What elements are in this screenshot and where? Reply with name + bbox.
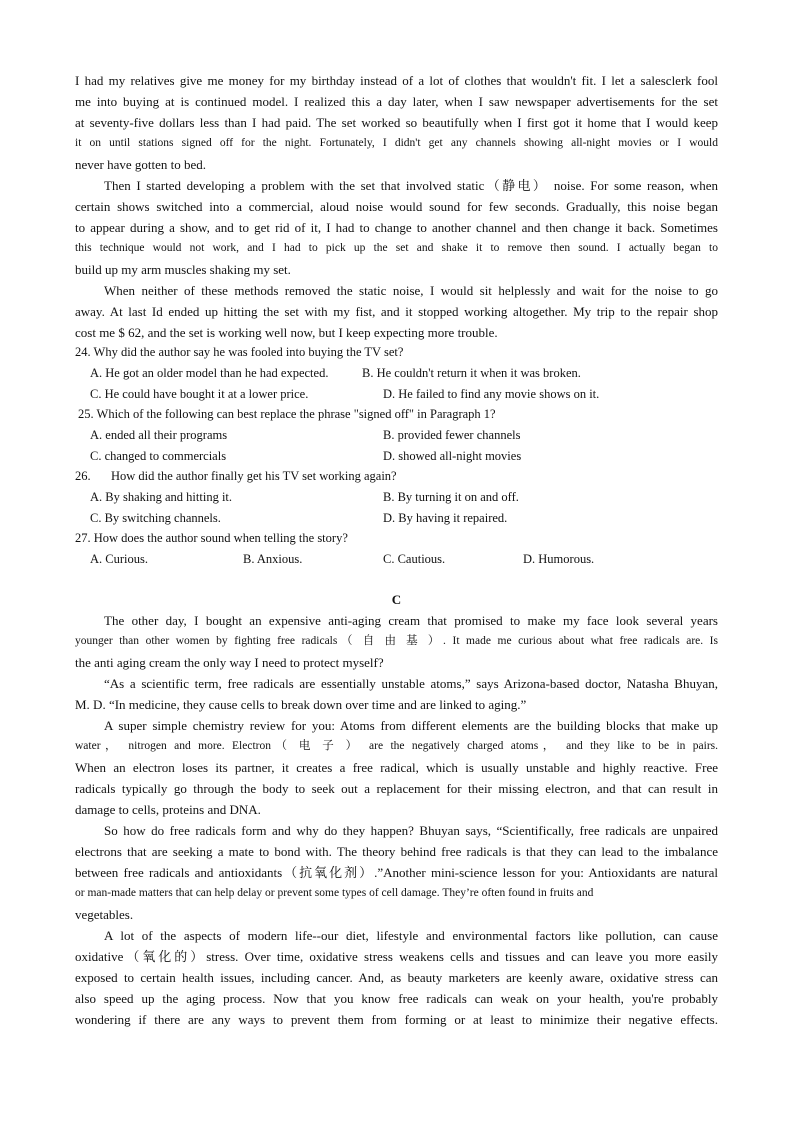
passage-line: electrons that are seeking a mate to bond with. The theory behind free radicals is that they can lead to the imbalance	[75, 844, 718, 859]
passage-line: I had my relatives give me money for my birthday instead of a lot of clothes that wouldn't fit. I let a salesclerk fool	[75, 73, 718, 88]
section-heading: C	[391, 592, 402, 607]
answer-option: C. Cautious.	[383, 552, 446, 566]
passage-line: me into buying at is continued model. I realized this a day later, when I saw newspaper advertisements for the set	[75, 94, 718, 109]
passage-line: never have gotten to bed.	[75, 157, 207, 172]
passage-line: also speed up the aging process. Now that you know free radicals can weak on your health, you're probably	[75, 991, 718, 1006]
passage-line: between free radicals and antioxidants（抗氧化剂）.”Another mini-science lesson for you: Antioxidants are natural	[75, 865, 718, 880]
question-stem: 25. Which of the following can best replace the phrase "signed off" in Paragraph 1?	[78, 407, 496, 421]
answer-option: A. Curious.	[90, 552, 148, 566]
passage-line: damage to cells, proteins and DNA.	[75, 802, 261, 817]
answer-option: D. showed all-night movies	[383, 449, 522, 463]
answer-option: D. By having it repaired.	[383, 511, 508, 525]
passage-line: M. D. “In medicine, they cause cells to break down over time and are linked to aging.”	[75, 697, 527, 712]
passage-line: A lot of the aspects of modern life--our diet, lifestyle and environmental factors like pollution, can cause	[104, 928, 718, 943]
question-stem: How did the author finally get his TV set working again?	[111, 469, 397, 483]
answer-option: B. provided fewer channels	[383, 428, 521, 442]
answer-option: D. He failed to find any movie shows on it.	[383, 387, 600, 401]
answer-option: D. Humorous.	[523, 552, 595, 566]
passage-line: cost me $ 62, and the set is working well now, but I keep expecting more trouble.	[75, 325, 498, 340]
answer-option: B. By turning it on and off.	[383, 490, 519, 504]
passage-line: to appear during a show, and to get rid of it, I had to change to another channel and then change it back. Sometimes	[75, 220, 718, 235]
passage-line: at seventy-five dollars less than I had paid. The set worked so beautifully when I first got it home that I would keep	[75, 115, 718, 130]
passage-line: water， nitrogen and more. Electron（ 电 子 ） are the negatively charged atoms， and they like to be in pairs.	[75, 740, 718, 752]
passage-line: certain shows switched into a commercial, aloud noise would sound for few seconds. Gradually, this noise began	[75, 199, 718, 214]
passage-line: A super simple chemistry review for you: Atoms from different elements are the building blocks that make up	[104, 718, 718, 733]
passage-line: younger than other women by fighting free radicals（ 自 由 基 ）. It made me curious about what free radicals are. Is	[75, 635, 718, 647]
passage-line: When neither of these methods removed the static noise, I would sit helplessly and wait for the noise to go	[104, 283, 718, 298]
passage-line: it on until stations signed off for the night. Fortunately, I didn't get any channels showing all-night movies or I would	[75, 137, 718, 149]
passage-line: “As a scientific term, free radicals are essentially unstable atoms,” says Arizona-based doctor, Natasha Bhuyan,	[104, 676, 718, 691]
question-stem: 27. How does the author sound when telling the story?	[75, 531, 348, 545]
answer-option: B. Anxious.	[243, 552, 303, 566]
answer-option: A. He got an older model than he had expected.	[90, 366, 329, 380]
answer-option: C. By switching channels.	[90, 511, 221, 525]
passage-line: vegetables.	[75, 907, 134, 922]
answer-option: C. He could have bought it at a lower price.	[90, 387, 309, 401]
question-stem: 24. Why did the author say he was fooled into buying the TV set?	[75, 345, 404, 359]
passage-line: radicals typically go through the body to seek out a replacement for their missing electron, and that can result in	[75, 781, 718, 796]
passage-line: build up my arm muscles shaking my set.	[75, 262, 291, 277]
answer-option: A. ended all their programs	[90, 428, 228, 442]
answer-option: A. By shaking and hitting it.	[90, 490, 233, 504]
passage-line: away. At last Id ended up hitting the set with my fist, and it stopped working altogether. My trip to the repair shop	[75, 304, 718, 319]
passage-line: wondering if there are any ways to prevent them from forming or at least to minimize their negative effects.	[75, 1012, 718, 1027]
passage-line: exposed to certain health issues, including cancer. And, as beauty marketers are keenly aware, oxidative stress can	[75, 970, 718, 985]
answer-option: B. He couldn't return it when it was broken.	[362, 366, 581, 380]
question-number: 26.	[75, 469, 91, 483]
passage-line: When an electron loses its partner, it creates a free radical, which is usually unstable and highly reactive. Free	[75, 760, 718, 775]
passage-line: The other day, I bought an expensive anti-aging cream that promised to make my face look several years	[104, 613, 718, 628]
passage-line: the anti aging cream the only way I need to protect myself?	[75, 655, 384, 670]
passage-line: this technique would not work, and I had to pick up the set and shake it to remove then sound. I actually began to	[75, 242, 718, 254]
answer-option: C. changed to commercials	[90, 449, 227, 463]
passage-line: Then I started developing a problem with the set that involved static（静电） noise. For some reason, when	[104, 178, 718, 193]
passage-line: or man-made matters that can help delay or prevent some types of cell damage. They’re often found in fruits and	[75, 887, 594, 899]
passage-line: So how do free radicals form and why do they happen? Bhuyan says, “Scientifically, free radicals are unpaired	[104, 823, 718, 838]
passage-line: oxidative（氧化的）stress. Over time, oxidative stress weakens cells and tissues and can leave you more easily	[75, 949, 718, 964]
